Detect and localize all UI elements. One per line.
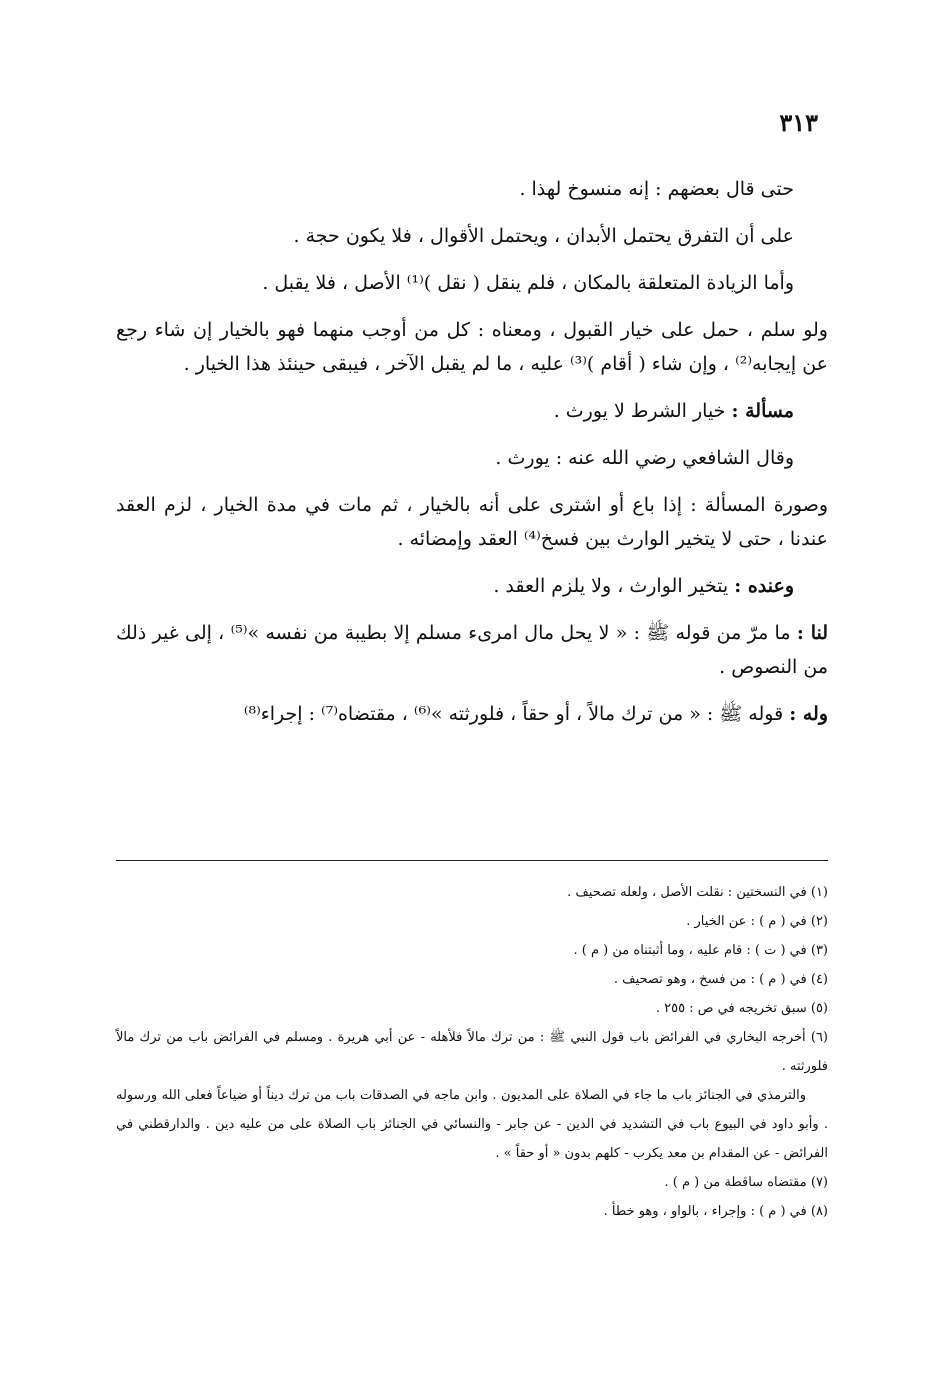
paragraph (116, 172, 828, 206)
paragraph-text: خيار الشرط لا يورث . (553, 400, 726, 422)
paragraph-text: ولو سلم ، حمل على خيار القبول ، ومعناه : كل من أوجب منهما فهو بالخيار إن شاء رجع عن إيجابه⁽²⁾ ، وإن شاء ( أقام )⁽³⁾ عليه ، ما لم يقبل الآخر ، فيبقى حينئذ هذا الخيار . (116, 319, 828, 375)
footnote-continuation: والترمذي في الجنائز باب ما جاء في الصلاة على المديون . وابن ماجه في الصدقات باب من ترك ديناً أو ضياعاً فعلى الله ورسوله . وأبو داود في البيوع باب في التشديد في الدين - عن جابر - والنسائي في الجنائز باب الصلاة على من عليه دين . والدارقطني في الفرائض - عن المقدام بن معد يكرب - كلهم بدون « أو حقاً » . (116, 1088, 828, 1161)
paragraph (116, 394, 828, 428)
footnote: (٨) في ( م ) : وإجراء ، بالواو ، وهو خطأ . (603, 1204, 828, 1219)
paragraph (116, 697, 828, 731)
paragraph-lead: مسألة : (731, 400, 794, 422)
footnote: (٣) في ( ت ) : قام عليه ، وما أثبتناه من ( م ) . (573, 943, 828, 958)
paragraph (116, 441, 828, 475)
paragraph-text: وصورة المسألة : إذا باع أو اشترى على أنه بالخيار ، ثم مات في مدة الخيار ، لزم العقد عندنا ، حتى لا يتخير الوارث بين فسخ⁽⁴⁾ العقد وإمضائه . (116, 494, 828, 550)
paragraph-text: يتخير الوارث ، ولا يلزم العقد . (493, 575, 729, 597)
paragraph-text: قوله ﷺ : « من ترك مالاً ، أو حقاً ، فلورثته »⁽⁶⁾ ، مقتضاه⁽⁷⁾ : إجراء⁽⁸⁾ (243, 703, 784, 725)
paragraph-lead: لنا : (796, 622, 829, 644)
paragraph (116, 488, 828, 556)
paragraph-text: وأما الزيادة المتعلقة بالمكان ، فلم ينقل ( نقل )⁽¹⁾ الأصل ، فلا يقبل . (262, 272, 794, 294)
paragraph-lead: وعنده : (734, 575, 794, 597)
paragraph-text: ما مرّ من قوله ﷺ : « لا يحل مال امرىء مسلم إلا بطيبة من نفسه »⁽⁵⁾ ، إلى غير ذلك من النصوص . (116, 622, 828, 678)
paragraph-text: وقال الشافعي رضي الله عنه : يورث . (495, 447, 794, 469)
paragraph (116, 219, 828, 253)
footnote: (٧) مقتضاه ساقطة من ( م ) . (664, 1175, 828, 1190)
footnote: (١) في النسختين : نقلت الأصل ، ولعله تصحيف . (567, 885, 828, 900)
footnote: (٦) أخرجه البخاري في الفرائض باب قول النبي ﷺ : من ترك مالاً فلأهله - عن أبي هريرة . ومسلم في الفرائض باب من ترك مالاً فلورثته . (116, 1030, 828, 1074)
paragraph (116, 266, 828, 300)
paragraph-text: حتى قال بعضهم : إنه منسوخ لهذا . (519, 178, 794, 200)
paragraph-text: على أن التفرق يحتمل الأبدان ، ويحتمل الأقوال ، فلا يكون حجة . (293, 225, 794, 247)
footnote: (٢) في ( م ) : عن الخيار . (686, 914, 828, 929)
footnotes (116, 878, 828, 1226)
page-number: ٣١٣ (779, 108, 818, 137)
paragraph (116, 616, 828, 684)
paragraph (116, 313, 828, 381)
main-text (116, 172, 828, 744)
paragraph (116, 569, 828, 603)
footnote: (٥) سبق تخريجه في ص : ٢٥٥ . (655, 1001, 828, 1016)
paragraph-lead: وله : (789, 703, 828, 725)
footnote-divider (116, 860, 828, 861)
footnote: (٤) في ( م ) : من فسخ ، وهو تصحيف . (613, 972, 828, 987)
